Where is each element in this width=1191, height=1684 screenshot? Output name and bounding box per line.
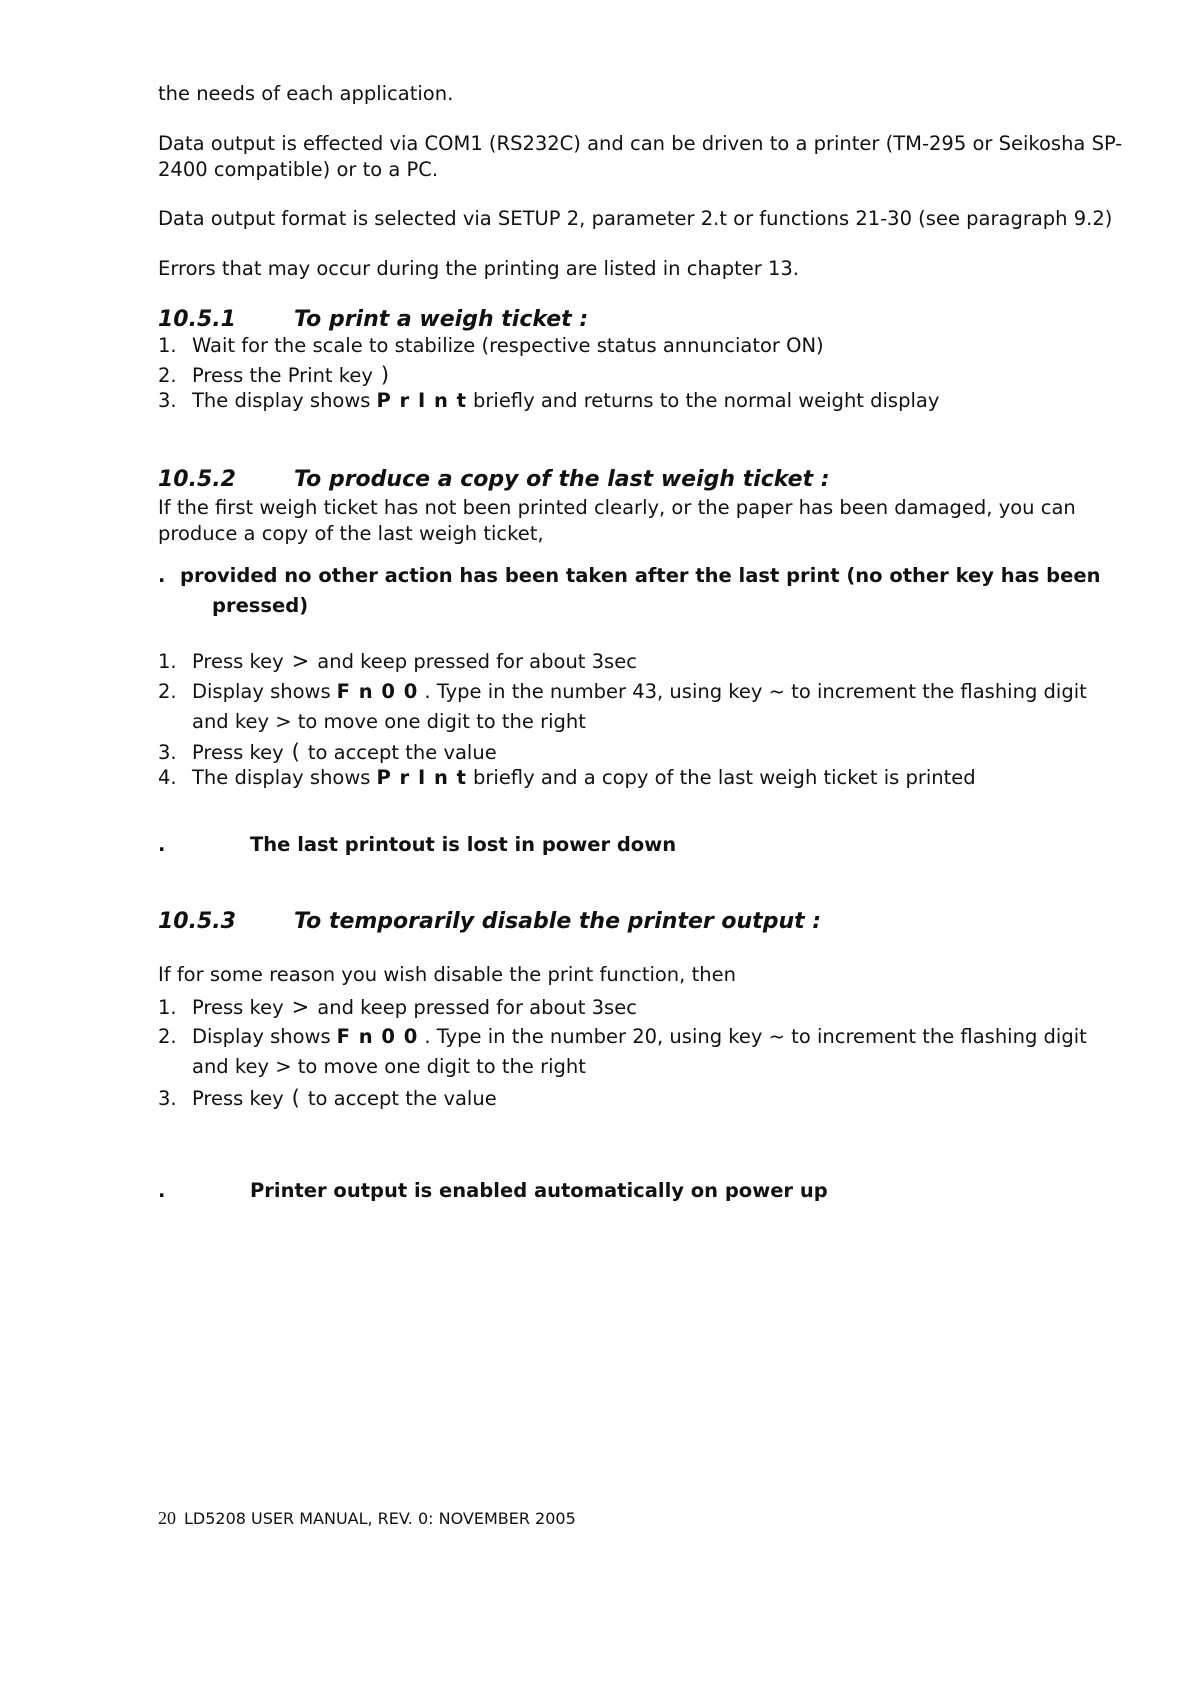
list-item: 2. Display shows F n 0 0 . Type in the number 20, using key ~ to increment the flashing digit (158, 1025, 1087, 1048)
paragraph-copy-intro-line2: produce a copy of the last weigh ticket, (158, 522, 544, 545)
list-item: 3. Press key ( to accept the value (158, 740, 497, 764)
footer-label: LD5208 USER MANUAL, REV. 0: NOVEMBER 2005 (184, 1509, 576, 1528)
paragraph-copy-intro-line1: If the first weigh ticket has not been printed clearly, or the paper has been damaged, you can (158, 496, 1076, 519)
condition-bullet: . provided no other action has been taken after the last print (no other key has been (158, 564, 1101, 587)
bullet-icon: . (158, 833, 166, 856)
list-item: 4. The display shows P r I n t briefly and a copy of the last weigh ticket is printed (158, 766, 976, 789)
list-item: 1. Wait for the scale to stabilize (respective status annunciator ON) (158, 334, 824, 357)
note-power-up: . Printer output is enabled automatically on power up (158, 1179, 828, 1202)
list-item-continuation: and key > to move one digit to the right (192, 710, 586, 733)
paragraph-data-output-line2: 2400 compatible) or to a PC. (158, 158, 439, 181)
enter-key-symbol: ( (291, 740, 300, 764)
print-key-symbol: ) (380, 363, 390, 387)
display-readout: P r I n t (376, 766, 467, 789)
display-readout: F n 0 0 (336, 1025, 419, 1048)
note-power-down: . The last printout is lost in power down (158, 833, 677, 856)
section-heading-10-5-1 (158, 306, 588, 334)
section-title: To produce a copy of the last weigh ticket : (294, 467, 830, 492)
paragraph-disable-intro: If for some reason you wish disable the print function, then (158, 963, 736, 986)
page-footer (158, 1508, 576, 1529)
right-key-symbol: > (291, 649, 310, 673)
list-item: 1. Press key > and keep pressed for about 3sec (158, 995, 637, 1019)
list-item: 2. Press the Print key ) (158, 362, 397, 389)
paragraph-output-format: Data output format is selected via SETUP 2, parameter 2.t or functions 21-30 (see paragraph 9.2) (158, 207, 1113, 230)
bullet-icon: . (158, 564, 166, 587)
bullet-icon: . (158, 1179, 166, 1202)
section-number: 10.5.3 (158, 909, 236, 934)
condition-bullet-continuation: pressed) (212, 594, 309, 617)
paragraph-data-output-line1: Data output is effected via COM1 (RS232C) and can be driven to a printer (TM-295 or Seikosha SP- (158, 132, 1123, 155)
list-item: 3. The display shows P r I n t briefly and returns to the normal weight display (158, 389, 940, 412)
section-title: To print a weigh ticket : (294, 307, 589, 332)
section-number: 10.5.2 (158, 467, 236, 492)
list-item: 1. Press key > and keep pressed for about 3sec (158, 649, 637, 673)
paragraph-intro: the needs of each application. (158, 82, 454, 105)
section-heading-10-5-3 (158, 908, 821, 936)
section-number: 10.5.1 (158, 307, 236, 332)
enter-key-symbol: ( (291, 1086, 300, 1110)
display-readout: F n 0 0 (336, 680, 419, 703)
section-title: To temporarily disable the printer output : (294, 909, 822, 934)
paragraph-errors: Errors that may occur during the printing are listed in chapter 13. (158, 257, 799, 280)
display-readout: P r I n t (376, 389, 467, 412)
list-item-continuation: and key > to move one digit to the right (192, 1055, 586, 1078)
list-item: 2. Display shows F n 0 0 . Type in the number 43, using key ~ to increment the flashing digit (158, 680, 1087, 703)
right-key-symbol: > (291, 995, 310, 1019)
page-number: 20 (158, 1508, 176, 1528)
list-item: 3. Press key ( to accept the value (158, 1086, 497, 1110)
section-heading-10-5-2 (158, 466, 830, 494)
